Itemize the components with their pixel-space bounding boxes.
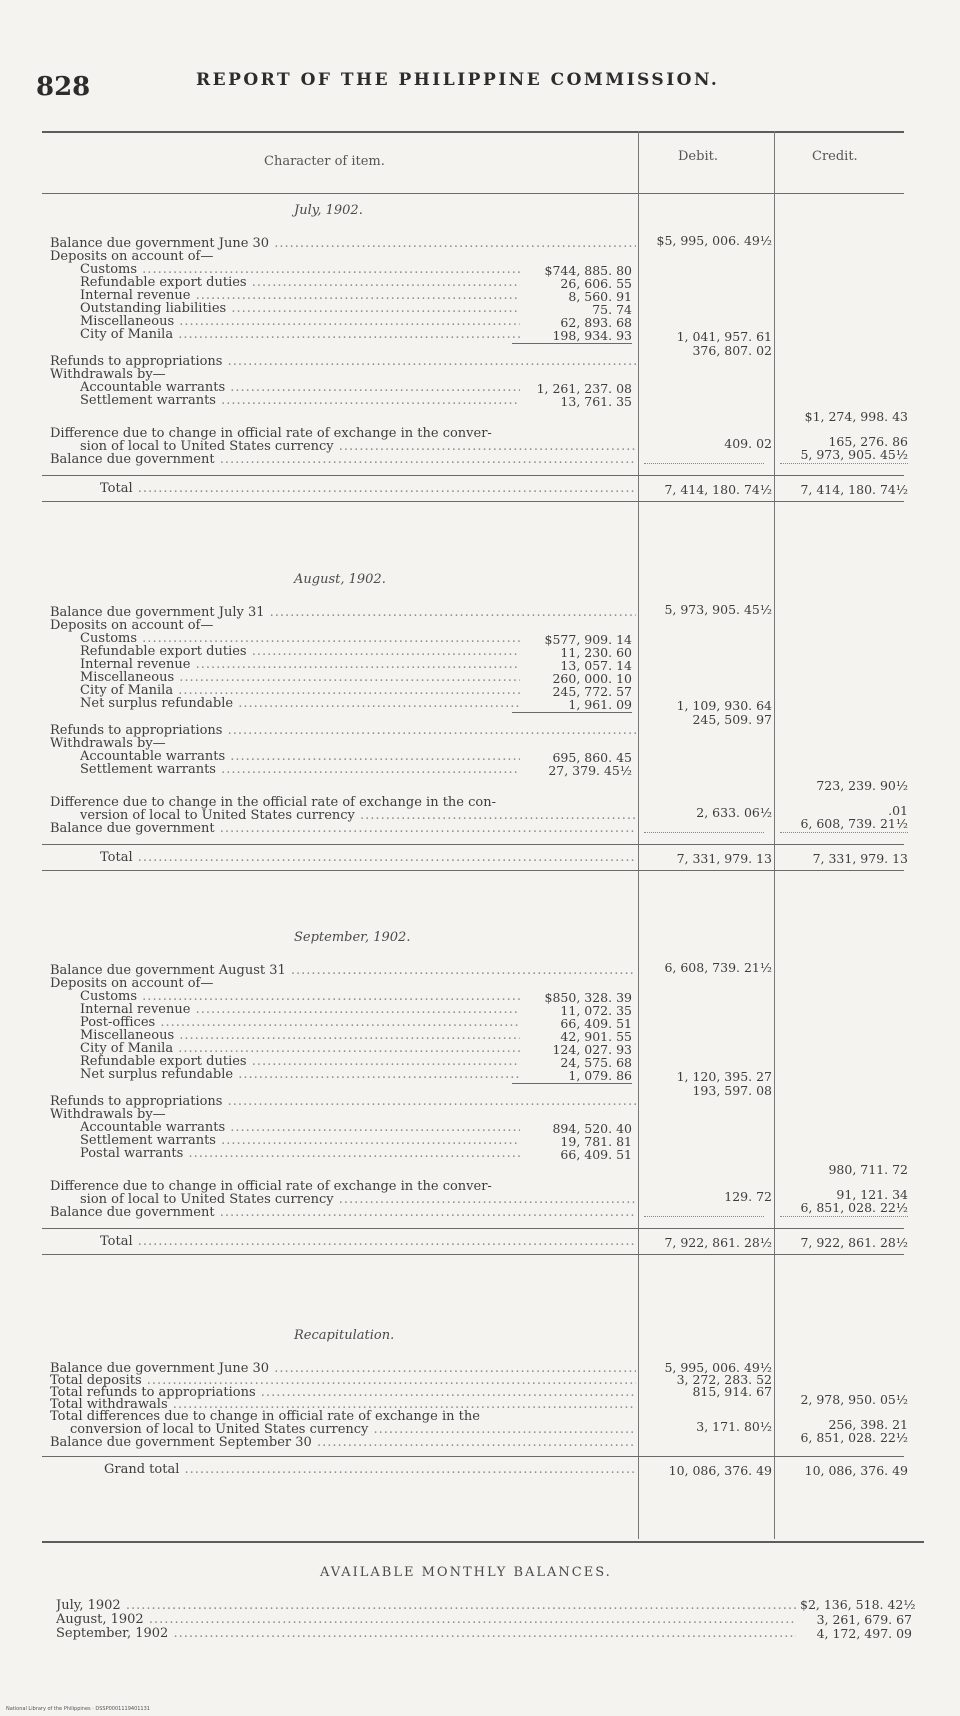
deposits-label: Deposits on account of— <box>50 977 214 991</box>
balance-debit: $5, 995, 006. 49½ <box>656 233 772 248</box>
withdrawal-label: Settlement warrants ..... <box>80 763 520 777</box>
deposit-label: Miscellaneous ..... <box>80 315 520 329</box>
deposit-label: Internal revenue ..... <box>80 658 520 672</box>
deposit-amount: 11, 230. 60 <box>560 645 632 660</box>
available-amount: $2, 136, 518. 42½ <box>800 1597 916 1612</box>
deposit-label: Refundable export duties ..... <box>80 1055 520 1069</box>
refunds-label: Refunds to appropriations ..... <box>50 355 636 369</box>
deposit-label: Outstanding liabilities ..... <box>80 302 520 316</box>
recap-difference-credit: 256, 398. 21 <box>828 1417 908 1432</box>
total-rule <box>42 501 904 502</box>
refunds-debit: 193, 597. 08 <box>692 1083 772 1098</box>
deposit-label: Customs ..... <box>80 990 520 1004</box>
recap-credit: 2, 978, 950. 05½ <box>800 1392 908 1407</box>
dotted-rule <box>780 463 908 464</box>
deposit-amount: $850, 328. 39 <box>544 990 632 1005</box>
deposits-total-debit: 1, 120, 395. 27 <box>676 1069 772 1084</box>
difference-label: Difference due to change in the official rate of exchange in the con- <box>50 796 496 810</box>
total-rule <box>42 870 904 871</box>
column-header-credit: Credit. <box>812 149 858 164</box>
deposit-label: City of Manila ..... <box>80 1042 520 1056</box>
balance-end-label: Balance due government ..... <box>50 453 636 467</box>
total-debit: 7, 331, 979. 13 <box>676 851 772 866</box>
balance-label: Balance due government June 30 ..... <box>50 237 636 251</box>
difference-label: Difference due to change in official rate of exchange in the conver- <box>50 427 492 441</box>
deposits-label: Deposits on account of— <box>50 619 214 633</box>
deposit-amount: 124, 027. 93 <box>552 1042 632 1057</box>
deposit-label: City of Manila ..... <box>80 684 520 698</box>
deposit-amount: 26, 606. 55 <box>560 276 632 291</box>
deposit-amount: 75. 74 <box>592 302 632 317</box>
withdrawals-label: Withdrawals by— <box>50 737 166 751</box>
deposit-amount: 62, 893. 68 <box>560 315 632 330</box>
total-credit: 7, 414, 180. 74½ <box>800 482 908 497</box>
section-heading: Recapitulation. <box>294 1328 395 1343</box>
difference-debit: 129. 72 <box>724 1189 772 1204</box>
difference-label: version of local to United States currency ..... <box>80 809 636 823</box>
withdrawals-credit: 723, 239. 90½ <box>816 778 908 793</box>
total-label: Total ..... <box>100 482 636 496</box>
total-rule <box>42 844 904 845</box>
withdrawal-label: Settlement warrants ..... <box>80 1134 520 1148</box>
deposit-amount: 1, 079. 86 <box>568 1068 632 1083</box>
total-label: Total ..... <box>100 851 636 865</box>
available-label: August, 1902 ..... <box>56 1613 796 1627</box>
difference-label: sion of local to United States currency ..... <box>80 1193 636 1207</box>
balance-end-credit: 6, 851, 028. 22½ <box>800 1200 908 1215</box>
total-rule <box>42 1456 904 1457</box>
total-credit: 7, 331, 979. 13 <box>812 851 908 866</box>
deposit-amount: 42, 901. 55 <box>560 1029 632 1044</box>
subtotal-rule <box>512 1083 632 1084</box>
deposit-amount: 245, 772. 57 <box>552 684 632 699</box>
withdrawal-amount: 695, 860. 45 <box>552 750 632 765</box>
recap-label: Balance due government June 30 ..... <box>50 1362 636 1376</box>
withdrawals-credit: 980, 711. 72 <box>828 1162 908 1177</box>
balance-end-label: Balance due government ..... <box>50 822 636 836</box>
deposit-label: Net surplus refundable ..... <box>80 697 520 711</box>
scan-footer: National Library of the Philippines · DSSP0001119401131 <box>6 1706 150 1712</box>
withdrawals-label: Withdrawals by— <box>50 1108 166 1122</box>
available-label: September, 1902 ..... <box>56 1627 796 1641</box>
deposit-label: Post-offices ..... <box>80 1016 520 1030</box>
deposit-amount: 66, 409. 51 <box>560 1016 632 1031</box>
recap-label: Total withdrawals ..... <box>50 1398 636 1412</box>
deposits-label: Deposits on account of— <box>50 250 214 264</box>
deposit-amount: $577, 909. 14 <box>544 632 632 647</box>
balance-end-credit: 5, 973, 905. 45½ <box>800 447 908 462</box>
dotted-rule <box>644 832 764 833</box>
available-amount: 3, 261, 679. 67 <box>816 1612 912 1627</box>
withdrawal-amount: 894, 520. 40 <box>552 1121 632 1136</box>
available-label: July, 1902 ..... <box>56 1599 796 1613</box>
balance-end-credit: 6, 608, 739. 21½ <box>800 816 908 831</box>
debit-column-rule <box>638 131 639 1539</box>
deposit-amount: 260, 000. 10 <box>552 671 632 686</box>
refunds-label: Refunds to appropriations ..... <box>50 724 636 738</box>
total-rule <box>42 1254 904 1255</box>
refunds-debit: 376, 807. 02 <box>692 343 772 358</box>
deposit-label: Internal revenue ..... <box>80 289 520 303</box>
deposit-label: Miscellaneous ..... <box>80 671 520 685</box>
deposit-label: Net surplus refundable ..... <box>80 1068 520 1082</box>
total-rule <box>42 1228 904 1229</box>
difference-debit: 409. 02 <box>724 436 772 451</box>
dotted-rule <box>780 832 908 833</box>
available-balances-heading: AVAILABLE MONTHLY BALANCES. <box>320 1565 612 1580</box>
withdrawal-label: Postal warrants ..... <box>80 1147 520 1161</box>
withdrawal-label: Settlement warrants ..... <box>80 394 520 408</box>
total-credit: 7, 922, 861. 28½ <box>800 1235 908 1250</box>
balance-end-label: Balance due government ..... <box>50 1206 636 1220</box>
deposit-label: Internal revenue ..... <box>80 1003 520 1017</box>
total-debit: 7, 414, 180. 74½ <box>664 482 772 497</box>
deposit-amount: 198, 934. 93 <box>552 328 632 343</box>
deposit-amount: 8, 560. 91 <box>568 289 632 304</box>
balance-debit: 5, 973, 905. 45½ <box>664 602 772 617</box>
dotted-rule <box>780 1216 908 1217</box>
subtotal-rule <box>512 712 632 713</box>
withdrawal-amount: 66, 409. 51 <box>560 1147 632 1162</box>
recap-balance-end-credit: 6, 851, 028. 22½ <box>800 1430 908 1445</box>
total-label: Total ..... <box>100 1235 636 1249</box>
grand-total-label: Grand total ..... <box>104 1463 636 1477</box>
recap-difference-label: Total differences due to change in official rate of exchange in the <box>50 1410 480 1424</box>
withdrawal-label: Accountable warrants ..... <box>80 381 520 395</box>
difference-credit: 91, 121. 34 <box>836 1187 908 1202</box>
withdrawal-amount: 27, 379. 45½ <box>548 763 632 778</box>
table-bottom-rule <box>42 1541 924 1543</box>
deposit-label: Refundable export duties ..... <box>80 276 520 290</box>
credit-column-rule <box>774 131 775 1539</box>
deposit-label: City of Manila ..... <box>80 328 520 342</box>
difference-label: sion of local to United States currency ..... <box>80 440 636 454</box>
withdrawals-credit: $1, 274, 998. 43 <box>804 409 908 424</box>
withdrawal-amount: 13, 761. 35 <box>560 394 632 409</box>
grand-total-credit: 10, 086, 376. 49 <box>804 1463 908 1478</box>
withdrawal-label: Accountable warrants ..... <box>80 1121 520 1135</box>
deposit-amount: 13, 057. 14 <box>560 658 632 673</box>
section-heading: September, 1902. <box>294 930 411 945</box>
recap-debit: 5, 995, 006. 49½ <box>664 1360 772 1375</box>
column-header-item: Character of item. <box>264 154 385 169</box>
difference-debit: 2, 633. 06½ <box>696 805 772 820</box>
balance-debit: 6, 608, 739. 21½ <box>664 960 772 975</box>
dotted-rule <box>644 1216 764 1217</box>
grand-total-debit: 10, 086, 376. 49 <box>668 1463 772 1478</box>
recap-difference-debit: 3, 171. 80½ <box>696 1419 772 1434</box>
refunds-debit: 245, 509. 97 <box>692 712 772 727</box>
deposit-amount: 11, 072. 35 <box>560 1003 632 1018</box>
withdrawals-label: Withdrawals by— <box>50 368 166 382</box>
deposit-label: Customs ..... <box>80 632 520 646</box>
difference-credit: .01 <box>888 803 908 818</box>
subtotal-rule <box>512 343 632 344</box>
dotted-rule <box>644 463 764 464</box>
recap-balance-end-label: Balance due government September 30 ..... <box>50 1436 636 1450</box>
balance-label: Balance due government August 31 ..... <box>50 964 636 978</box>
section-heading: August, 1902. <box>294 572 386 587</box>
recap-difference-label: conversion of local to United States currency ..... <box>70 1423 636 1437</box>
recap-debit: 3, 272, 283. 52 <box>676 1372 772 1387</box>
running-head: REPORT OF THE PHILIPPINE COMMISSION. <box>196 70 720 90</box>
total-rule <box>42 475 904 476</box>
available-amount: 4, 172, 497. 09 <box>816 1626 912 1641</box>
balance-label: Balance due government July 31 ..... <box>50 606 636 620</box>
deposit-amount: 1, 961. 09 <box>568 697 632 712</box>
deposit-amount: $744, 885. 80 <box>544 263 632 278</box>
recap-label: Total refunds to appropriations ..... <box>50 1386 636 1400</box>
deposit-label: Miscellaneous ..... <box>80 1029 520 1043</box>
difference-credit: 165, 276. 86 <box>828 434 908 449</box>
refunds-label: Refunds to appropriations ..... <box>50 1095 636 1109</box>
deposit-label: Customs ..... <box>80 263 520 277</box>
column-header-debit: Debit. <box>678 149 718 164</box>
recap-label: Total deposits ..... <box>50 1374 636 1388</box>
total-debit: 7, 922, 861. 28½ <box>664 1235 772 1250</box>
deposits-total-debit: 1, 041, 957. 61 <box>676 329 772 344</box>
deposit-label: Refundable export duties ..... <box>80 645 520 659</box>
withdrawal-amount: 1, 261, 237. 08 <box>536 381 632 396</box>
deposit-amount: 24, 575. 68 <box>560 1055 632 1070</box>
section-heading: July, 1902. <box>294 203 363 218</box>
page-number: 828 <box>36 72 91 102</box>
difference-label: Difference due to change in official rate of exchange in the conver- <box>50 1180 492 1194</box>
recap-debit: 815, 914. 67 <box>692 1384 772 1399</box>
withdrawal-amount: 19, 781. 81 <box>560 1134 632 1149</box>
withdrawal-label: Accountable warrants ..... <box>80 750 520 764</box>
deposits-total-debit: 1, 109, 930. 64 <box>676 698 772 713</box>
